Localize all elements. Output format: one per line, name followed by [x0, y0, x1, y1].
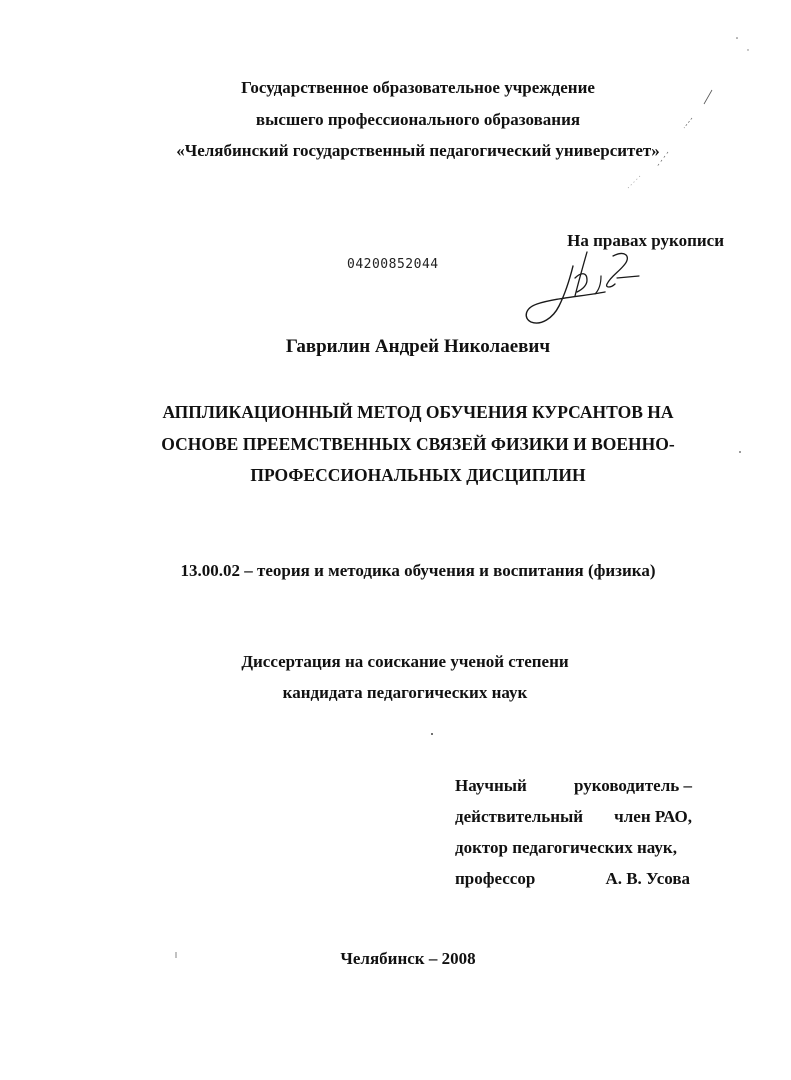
title-line-2: ОСНОВЕ ПРЕЕМСТВЕННЫХ СВЯЗЕЙ ФИЗИКИ И ВОЕННО- — [161, 434, 675, 454]
advisor-line-1-right: руководитель – — [573, 776, 692, 795]
advisor-line-4-right: А. В. Усова — [605, 869, 690, 888]
institution-line-3: «Челябинский государственный педагогический университет» — [176, 141, 660, 160]
title-line-3: ПРОФЕССИОНАЛЬНЫХ ДИСЦИПЛИН — [250, 465, 586, 485]
inventory-number: 04200852044 — [347, 257, 439, 272]
title-line-1: АППЛИКАЦИОННЫЙ МЕТОД ОБУЧЕНИЯ КУРСАНТОВ НА — [162, 402, 674, 422]
advisor-line-2-right: член РАО, — [614, 807, 692, 826]
specialty-code: 13.00.02 – теория и методика обучения и воспитания (физика) — [180, 561, 656, 580]
rights-notice: На правах рукописи — [567, 231, 724, 250]
degree-line-2: кандидата педагогических наук — [282, 683, 528, 702]
advisor-line-3-text: доктор педагогических наук, — [455, 838, 677, 857]
advisor-line-1-left: Научный — [455, 776, 527, 795]
institution-line-2: высшего профессионального образования — [255, 110, 581, 129]
advisor-line-2-left: действительный — [455, 807, 584, 826]
advisor-line-4-left: профессор — [455, 869, 536, 888]
advisor-line-3 — [455, 838, 692, 858]
advisor-line-4 — [455, 869, 692, 889]
degree-line-1: Диссертация на соискание ученой степени — [241, 652, 569, 671]
advisor-line-2 — [455, 807, 692, 827]
advisor-line-1 — [455, 776, 692, 796]
author-name: Гаврилин Андрей Николаевич — [285, 336, 551, 357]
signature-icon — [515, 248, 645, 330]
city-year: Челябинск – 2008 — [340, 949, 476, 968]
institution-line-1: Государственное образовательное учреждение — [241, 78, 595, 97]
